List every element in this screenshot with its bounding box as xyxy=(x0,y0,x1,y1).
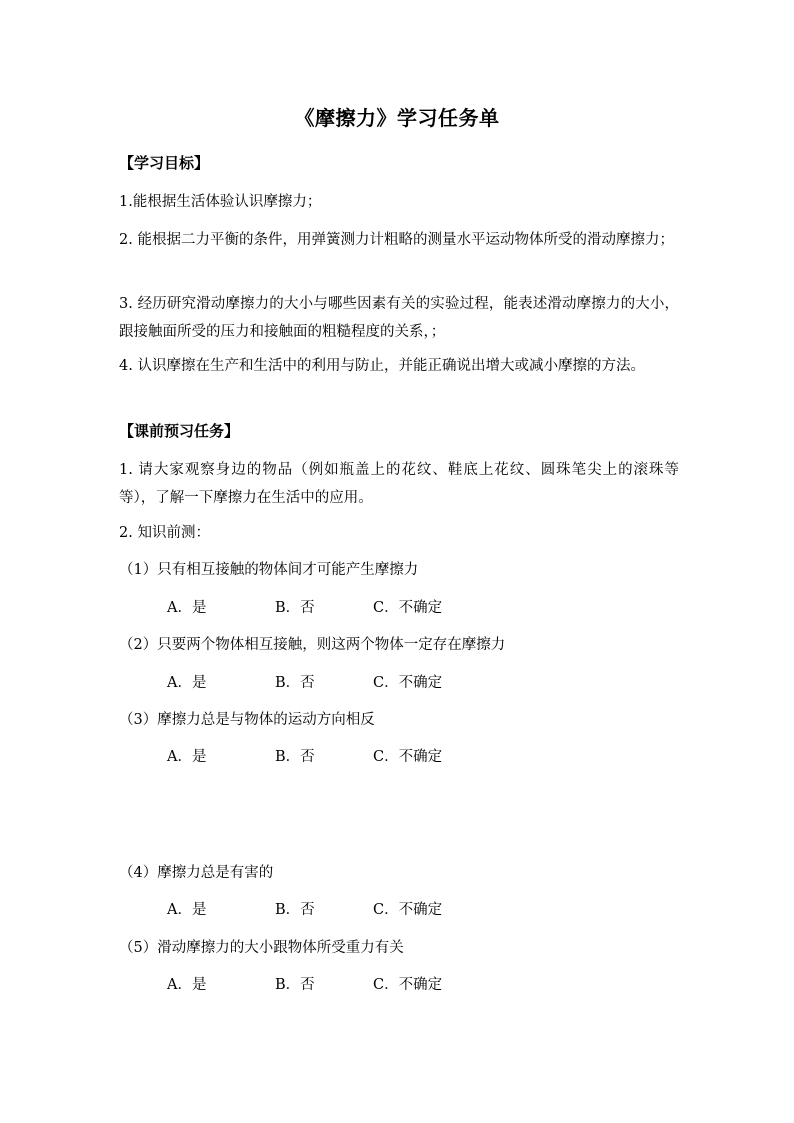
option-c: C．不确定 xyxy=(373,675,443,691)
objectives-heading: 【学习目标】 xyxy=(119,154,210,172)
option-b: B．否 xyxy=(275,675,315,691)
option-a: A．是 xyxy=(167,977,207,993)
document-title: 《摩擦力》学习任务单 xyxy=(294,106,500,130)
question-3: （3）摩擦力总是与物体的运动方向相反 xyxy=(119,712,375,728)
option-b: B．否 xyxy=(275,977,315,993)
question-1: （1）只有相互接触的物体间才可能产生摩擦力 xyxy=(119,562,419,578)
preview-task-1: 1. 请大家观察身边的物品（例如瓶盖上的花纹、鞋底上花纹、圆珠笔尖上的滚珠等等），了解一下摩擦力在生活中的应用。 xyxy=(119,462,679,506)
question-5: （5）滑动摩擦力的大小跟物体所受重力有关 xyxy=(119,940,404,956)
question-3-options xyxy=(167,746,567,768)
question-4: （4）摩擦力总是有害的 xyxy=(119,865,274,881)
question-4-options xyxy=(167,899,567,921)
preview-heading: 【课前预习任务】 xyxy=(119,422,240,440)
option-c: C．不确定 xyxy=(373,600,443,616)
option-b: B．否 xyxy=(275,600,315,616)
option-a: A．是 xyxy=(167,675,207,691)
question-1-options xyxy=(167,597,567,619)
objective-item-2: 2. 能根据二力平衡的条件，用弹簧测力计粗略的测量水平运动物体所受的滑动摩擦力； xyxy=(119,232,674,248)
objective-item-1: 1.能根据生活体验认识摩擦力； xyxy=(119,194,322,210)
objective-item-4: 4. 认识摩擦在生产和生活中的利用与防止，并能正确说出增大或减小摩擦的方法。 xyxy=(119,358,645,374)
preview-task-2: 2. 知识前测： xyxy=(119,525,210,541)
option-a: A．是 xyxy=(167,902,207,918)
objective-item-3: 3. 经历研究滑动摩擦力的大小与哪些因素有关的实验过程，能表述滑动摩擦力的大小，跟接触面所受的压力和接触面的粗糙程度的关系，； xyxy=(119,296,679,340)
option-c: C．不确定 xyxy=(373,902,443,918)
option-c: C．不确定 xyxy=(373,749,443,765)
question-5-options xyxy=(167,974,567,996)
option-c: C．不确定 xyxy=(373,977,443,993)
option-a: A．是 xyxy=(167,600,207,616)
option-a: A．是 xyxy=(167,749,207,765)
option-b: B．否 xyxy=(275,902,315,918)
question-2: （2）只要两个物体相互接触，则这两个物体一定存在摩擦力 xyxy=(119,637,506,653)
question-2-options xyxy=(167,672,567,694)
option-b: B．否 xyxy=(275,749,315,765)
